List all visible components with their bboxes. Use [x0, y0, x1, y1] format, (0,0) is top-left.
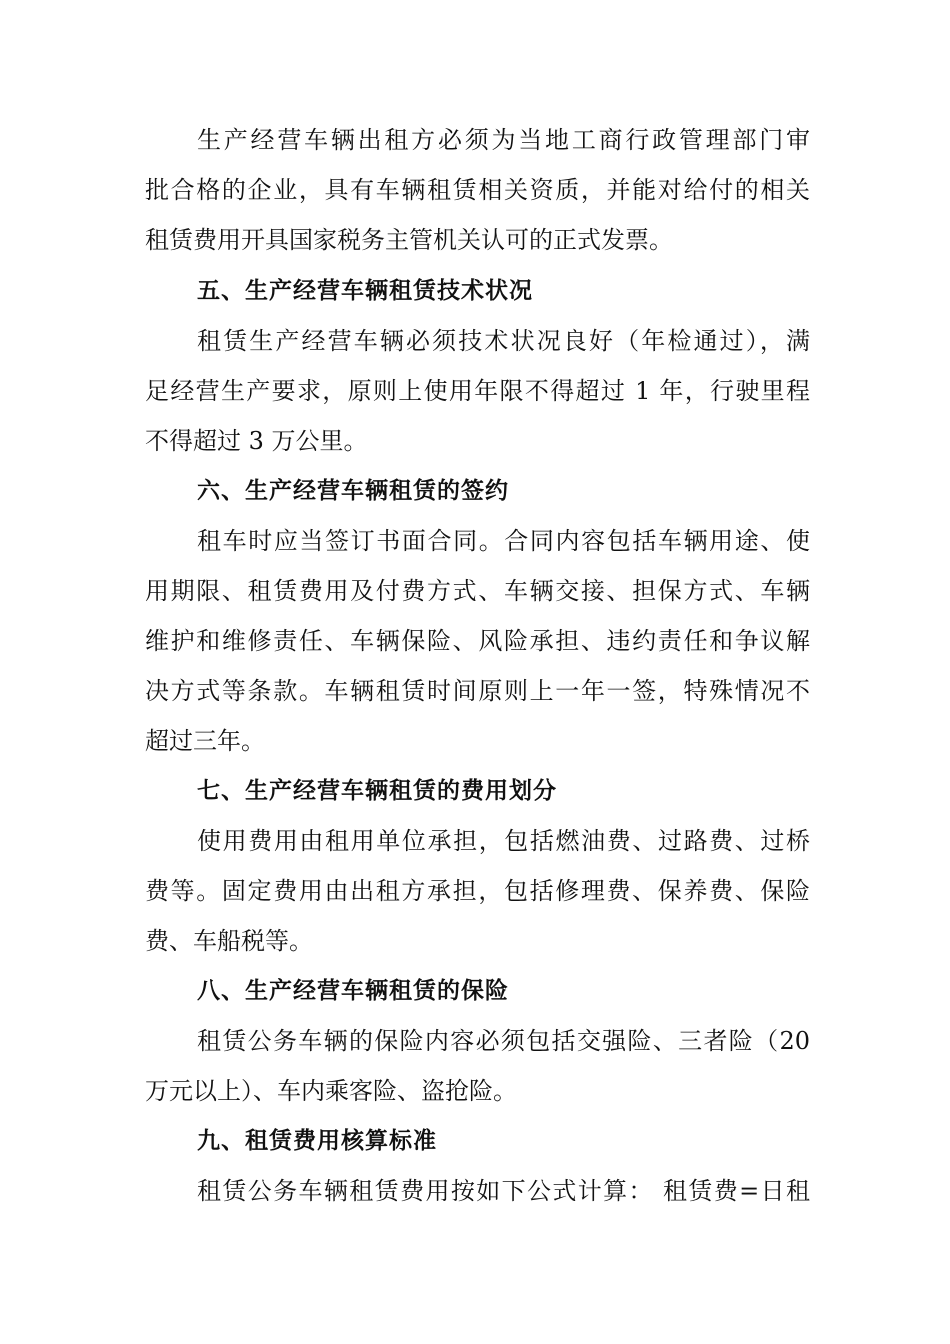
paragraph-line: 批合格的企业，具有车辆租赁相关资质，并能对给付的相关	[145, 176, 810, 204]
paragraph-line: 费等。固定费用由出租方承担，包括修理费、保养费、保险	[145, 877, 810, 905]
section-heading-9: 九、租赁费用核算标准	[197, 1128, 437, 1154]
section-heading-5: 五、生产经营车辆租赁技术状况	[197, 278, 533, 304]
section-heading-8: 八、生产经营车辆租赁的保险	[197, 978, 509, 1004]
paragraph-line: 租车时应当签订书面合同。合同内容包括车辆用途、使	[197, 527, 810, 555]
paragraph-line: 租赁公务车辆的保险内容必须包括交强险、三者险（20	[197, 1027, 810, 1055]
paragraph-line: 租赁公务车辆租赁费用按如下公式计算： 租赁费=日租	[197, 1177, 810, 1205]
paragraph-line: 不得超过 3 万公里。	[145, 427, 368, 455]
paragraph-line: 用期限、租赁费用及付费方式、车辆交接、担保方式、车辆	[145, 577, 810, 605]
paragraph-line: 足经营生产要求，原则上使用年限不得超过 1 年，行驶里程	[145, 377, 810, 405]
paragraph-line: 决方式等条款。车辆租赁时间原则上一年一签，特殊情况不	[145, 677, 810, 705]
paragraph-line: 万元以上）、车内乘客险、盗抢险。	[145, 1077, 517, 1105]
paragraph-line: 费、车船税等。	[145, 927, 313, 955]
paragraph-line: 租赁费用开具国家税务主管机关认可的正式发票。	[145, 226, 673, 254]
paragraph-line: 租赁生产经营车辆必须技术状况良好（年检通过），满	[197, 327, 810, 355]
section-heading-6: 六、生产经营车辆租赁的签约	[197, 478, 509, 504]
paragraph-line: 超过三年。	[145, 727, 265, 755]
section-heading-7: 七、生产经营车辆租赁的费用划分	[197, 778, 557, 804]
paragraph-line: 生产经营车辆出租方必须为当地工商行政管理部门审	[197, 126, 810, 154]
paragraph-line: 使用费用由租用单位承担，包括燃油费、过路费、过桥	[197, 827, 810, 855]
paragraph-line: 维护和维修责任、车辆保险、风险承担、违约责任和争议解	[145, 627, 810, 655]
